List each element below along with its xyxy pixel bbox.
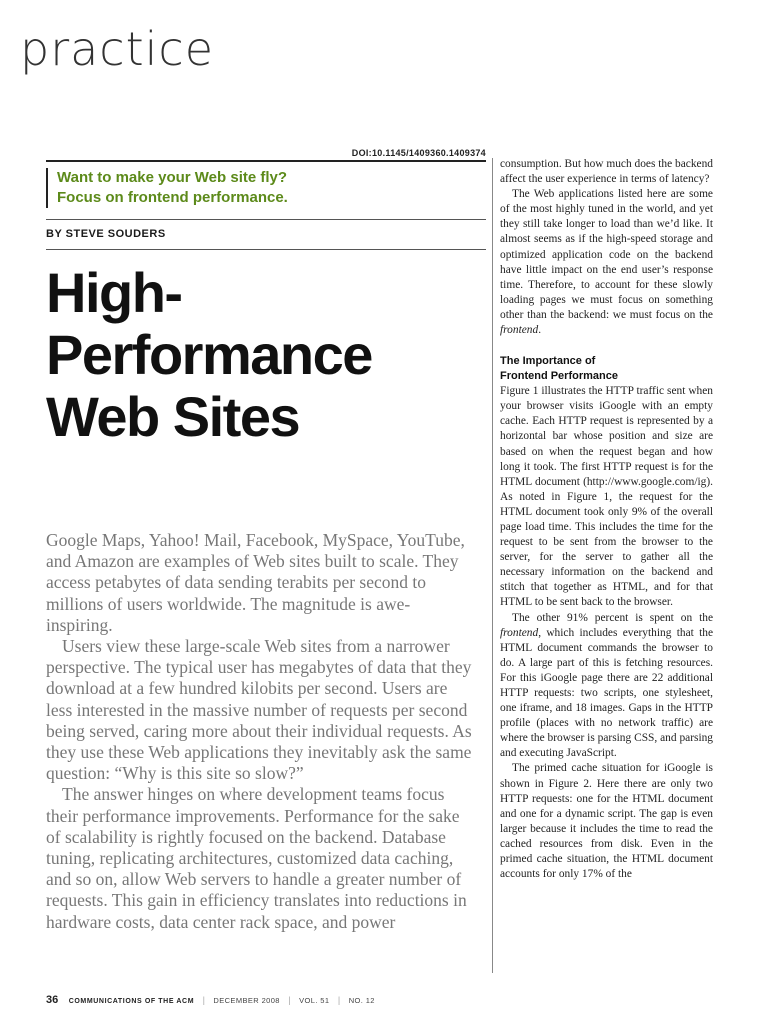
magazine-name: COMMUNICATIONS OF THE ACM bbox=[68, 998, 195, 1005]
byline-rule bbox=[46, 249, 486, 250]
body-column bbox=[500, 157, 713, 882]
lede bbox=[46, 530, 476, 933]
lede-paragraph-2: Users view these large-scale Web sites from a narrower perspective. The typical user has megabytes of data that they download at a few hundred kilobits per second. Users are less interested in the massive number of requests per second being served, caring more about their individual requests. As they use these Web applications they inevitably ask the same question: “Why is this site so slow?” bbox=[46, 636, 472, 784]
deck-line-2: Focus on frontend performance. bbox=[57, 189, 288, 206]
body-paragraph-2-end: . bbox=[538, 324, 542, 337]
body-paragraph-2 bbox=[500, 187, 713, 338]
body-paragraph-4-end: , which includes everything that the HTML document commands the browser to do. A large part of this is fetching resources. For this iGoogle page there are 22 additional HTTP requests: two scripts, one stylesheet, one iframe, and 18 images. Gaps in the HTTP profile (places with no network traffic) are where the browser is parsing CSS, and parsing and executing JavaScript. bbox=[500, 626, 713, 760]
body-paragraph-5: The primed cache situation for iGoogle is shown in Figure 2. Here there are only two HTTP requests: one for the HTML document and one for a dynamic script. The gap is even larger because it includes the time to read the cached resources from disk. Even in the primed cache situation, the HTML document accounts for only 17% of the bbox=[500, 762, 713, 881]
title-line-1: High- bbox=[46, 261, 182, 324]
footer-separator: | bbox=[202, 995, 205, 1005]
footer-separator: | bbox=[288, 995, 291, 1005]
page-footer bbox=[46, 990, 375, 1008]
section-heading bbox=[500, 354, 713, 384]
page-number: 36 bbox=[46, 994, 59, 1006]
title-line-2: Performance bbox=[46, 323, 372, 386]
body-paragraph-4-text: The other 91% percent is spent on the bbox=[512, 611, 713, 624]
footer-separator: | bbox=[337, 995, 341, 1005]
article-title bbox=[46, 262, 486, 448]
doi: DOI:10.1145/1409360.1409374 bbox=[351, 148, 486, 158]
body-paragraph-2-text: The Web applications listed here are some of the most highly tuned in the world, and yet they still take longer to load than we’d like. It almost seems as if the high-speed storage and optimized application code on the backend have little impact on the end user’s response time. Therefore, to account for these slowly loading pages we must focus on something other than the backend: we must focus on the bbox=[500, 188, 713, 321]
section-heading-line-2: Frontend Performance bbox=[500, 370, 618, 383]
body-paragraph-4 bbox=[500, 611, 713, 762]
issue-date: DECEMBER 2008 bbox=[213, 996, 280, 1005]
lede-paragraph-3: The answer hinges on where development teams focus their performance improvements. Performance for the sake of scalability is rightly focused on the backend. Database tuning, replicating architectures, customized data caching, and so on, allow Web servers to handle a greater number of requests. This gain in efficiency translates into reductions in hardware costs, data center rack space, and power bbox=[46, 784, 467, 932]
emphasis-frontend-2: frontend bbox=[500, 626, 539, 639]
issue-number: NO. 12 bbox=[348, 996, 375, 1005]
byline: BY STEVE SOUDERS bbox=[46, 228, 166, 240]
top-rule bbox=[46, 160, 486, 162]
body-paragraph-1: consumption. But how much does the backend affect the user experience in terms of latency? bbox=[500, 158, 713, 186]
deck-line-1: Want to make your Web site fly? bbox=[57, 169, 288, 186]
title-line-3: Web Sites bbox=[46, 385, 300, 448]
deck bbox=[46, 168, 487, 208]
section-label: practice bbox=[20, 22, 214, 76]
deck-rule bbox=[46, 219, 486, 220]
column-rule bbox=[492, 158, 493, 973]
section-heading-line-1: The Importance of bbox=[500, 355, 596, 368]
emphasis-frontend: frontend bbox=[500, 324, 539, 337]
body-paragraph-3: Figure 1 illustrates the HTTP traffic sent when your browser visits iGoogle with an empty cache. Each HTTP request is represented by a horizontal bar whose position and size are based on when the request began and how long it took. The first HTTP request is for the HTML document (http://www.google.com/ig). As noted in Figure 1, the request for the HTML document took only 9% of the overall page load time. This includes the time for the request to be sent from the browser to the server, for the server to gather all the necessary information on the backend and stitch that together as HTML, and for that HTML to be sent back to the browser. bbox=[500, 385, 713, 609]
lede-paragraph-1: Google Maps, Yahoo! Mail, Facebook, MySpace, YouTube, and Amazon are examples of Web sites built to scale. They access petabytes of data sending terabits per second to millions of users worldwide. The magnitude is awe-inspiring. bbox=[46, 530, 465, 635]
volume: VOL. 51 bbox=[299, 996, 330, 1005]
